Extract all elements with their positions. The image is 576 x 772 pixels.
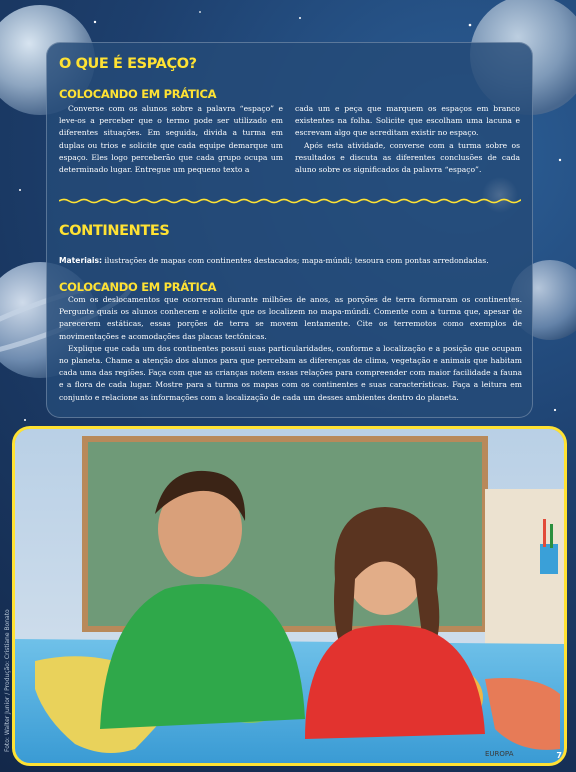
- paragraph: Converse com os alunos sobre a palavra “espaço” e leve-os a perceber que o termo pode ser utilizado em diferentes situações. Em seguida, divida a turma em duplas ou trios e solicite que cada equipe demarque um espaço. Eles logo perceberão que cada grupo ocupa um determinado lugar. Entregue um pequeno texto a: [59, 104, 283, 175]
- paragraph: Após esta atividade, converse com a turma sobre os resultados e discuta as diferentes conclusões de cada aluno sobre os significados da palavra “espaço”.: [295, 140, 520, 175]
- paragraph: cada um e peça que marquem os espaços em branco existentes na folha. Solicite que escolham uma lacuna e escrevam algo que acreditam existir no espaço.: [295, 104, 520, 138]
- text-column-left: [59, 103, 283, 176]
- page-number: 7: [556, 751, 562, 760]
- materials-line: [59, 255, 524, 267]
- paragraph: Com os deslocamentos que ocorreram durante milhões de anos, as porções de terra formaram os continentes. Pergunte quais os alunos conhecem e solicite que os localizem no mapa-múndi. Comente com a turma que, apesar de parecerem estáticas, essas porções de terra se movem lentamente. Cite os terremotos como exemplos de movimentações e acomodações das placas tectônicas.: [59, 295, 522, 341]
- wavy-divider: [59, 196, 521, 206]
- section-title-continentes: CONTINENTES: [59, 223, 170, 239]
- subheading-pratica-2: COLOCANDO EM PRÁTICA: [59, 280, 217, 294]
- map-label: EUROPA: [485, 750, 514, 758]
- photo-illustration: [15, 429, 564, 763]
- paragraph: Explique que cada um dos continentes possui suas particularidades, conforme a localização e a posição que ocupam no planeta. Chame a atenção dos alunos para que percebam as diferenças de clima, vegetação e animais que habitam cada uma das regiões. Faça com que as crianças notem essas relações para compreender com maior facilidade a fauna e a flora de cada lugar. Mostre para a turma os mapas com os continentes e suas características. Faça a leitura em conjunto e relacione as informações com a localização de cada um desses ambientes dentro do planeta.: [59, 343, 522, 402]
- subheading-pratica-1: COLOCANDO EM PRÁTICA: [59, 87, 217, 101]
- students-photo: [12, 426, 567, 766]
- content-panel: [46, 42, 533, 418]
- materials-label: Materiais:: [59, 256, 103, 265]
- continentes-text: [59, 294, 522, 404]
- photo-credit: Foto: Walter Junior / Produção: Cristiane Bonato: [4, 609, 11, 752]
- materials-text: ilustrações de mapas com continentes destacados; mapa-múndi; tesoura com pontas arredondadas.: [102, 256, 489, 265]
- text-column-right: [295, 103, 520, 176]
- section-title-espaco: O QUE É ESPAÇO?: [59, 56, 197, 72]
